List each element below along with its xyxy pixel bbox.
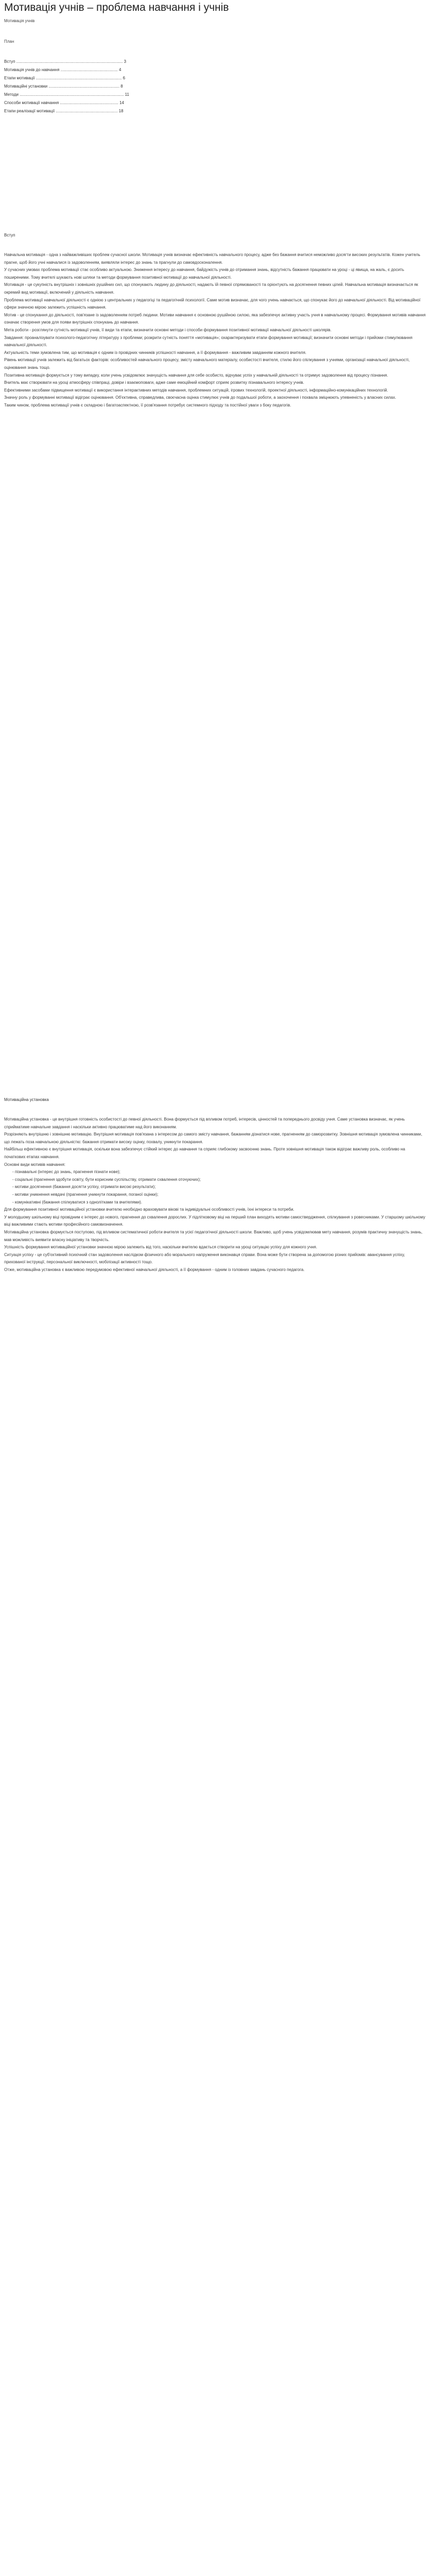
paragraph: Рівень мотивації учнів залежить від багатьох факторів: особливостей навчального процесу, змісту навчального матеріалу, особистості вчителя, стилю його спілкування з учнями, організації навчальної діяльності, оцінювання знань тощо.	[4, 358, 410, 370]
paragraph: Вчитель має створювати на уроці атмосферу співпраці, довіри і взаємоповаги, адже саме емоційний комфорт сприяє розвитку пізнавального інтересу учнів.	[4, 380, 304, 385]
paragraph: Ситуація успіху - це суб'єктивний психічний стан задоволення наслідком фізичного або морального напруження виконавця справи. Вона може бути створена за допомогою різних прийомів: авансування успіху, прихованої інструкції, персональної виключності, мобілізації активності тощо.	[4, 1252, 405, 1265]
paragraph: Мотиваційна установка формується поступово, під впливом систематичної роботи вчителя та усієї педагогічної діяльності школи. Важливо, щоб учень усвідомлював мету навчання, розумів практичну значущість знань, мав можливість виявити власну ініціативу та творчість.	[4, 1229, 423, 1242]
paragraph: Навчальна мотивація - одна з найважливіших проблем сучасної школи. Мотивація учнів визначає ефективність навчального процесу, адже без бажання вчитися неможливо досягти високих результатів. Кожен учитель прагне, щоб його учні навчалися із задоволенням, виявляли інтерес до знань та прагнули до самовдосконалення.	[4, 252, 421, 265]
list-item: - мотиви досягнення (бажання досягти успіху, отримати високі результати);	[12, 1184, 156, 1190]
section-intro	[4, 251, 427, 1086]
section-heading-intro: Вступ	[4, 233, 15, 238]
section-heading-motivation: Мотиваційна установка	[4, 1097, 49, 1102]
toc-item: Етапи мотивації ........................................................................... 6	[4, 76, 126, 80]
list-item: - мотиви уникнення невдачі (прагнення уникнути покарання, поганої оцінки);	[12, 1192, 159, 1197]
section-motivation	[4, 1116, 427, 2576]
paragraph: Актуальність теми зумовлена тим, що мотивація є одним із провідних чинників успішності навчання, а її формування - важливим завданням кожного вчителя.	[4, 350, 307, 355]
paragraph: У сучасних умовах проблема мотивації стає особливо актуальною. Зниження інтересу до навчання, байдужість учнів до отримання знань, відсутність бажання працювати на уроці - ці явища, на жаль, є досить поширеними. Тому вчителі шукають нові шляхи та методи формування позитивної мотивації до навчальної діяльності.	[4, 267, 404, 280]
paragraph: Ефективними засобами підвищення мотивації є використання інтерактивних методів навчання, проблемних ситуацій, ігрових технологій, проектної діяльності, інформаційно-комунікаційних технологій.	[4, 387, 388, 393]
plan-label: План	[4, 39, 14, 44]
paragraph: Мотив - це спонукання до діяльності, пов'язане із задоволенням потреб людини. Мотиви навчання є основною рушійною силою, яка забезпечує активну участь учня в навчальному процесі. Формування мотивів навчання означає створення умов для появи внутрішніх спонукань до навчання.	[4, 312, 426, 325]
paragraph: Завдання: проаналізувати психолого-педагогічну літературу з проблеми; розкрити сутність поняття «мотивація»; охарактеризувати етапи формування мотивації; визначити основні методи і прийоми стимулювання навчальної діяльності.	[4, 335, 413, 348]
toc-item: Вступ ............................................................................................. 3	[4, 59, 127, 64]
paragraph: У молодшому шкільному віці провідним є інтерес до нового, прагнення до схвалення дорослих. У підлітковому віці на перший план виходять мотиви самоствердження, спілкування з ровесниками. У старшому шкільному віці важливими стають мотиви професійного самовизначення.	[4, 1214, 426, 1227]
paragraph: Розрізняють внутрішню і зовнішню мотивацію. Внутрішня мотивація пов'язана з інтересом до самого змісту навчання, бажанням дізнатися нове, прагненням до саморозвитку. Зовнішня мотивація зумовлена чинниками, що лежать поза навчальною діяльністю: бажання отримати високу оцінку, похвалу, уникнути покарання.	[4, 1132, 423, 1144]
list-item: - комунікативні (бажання спілкуватися з однолітками та вчителями).	[12, 1199, 142, 1205]
toc-item: Мотивація учнів до навчання .................................................. 4	[4, 67, 121, 72]
table-of-contents	[4, 58, 133, 115]
list-item: - соціальні (прагнення здобути освіту, бути корисним суспільству, отримати схвалення оточуючих);	[12, 1177, 201, 1182]
toc-item: Мотиваційні установки .............................................................. 8	[4, 84, 123, 89]
paragraph: Мета роботи - розглянути сутність мотивації учнів, її види та етапи, визначити основні методи і способи формування позитивної мотивації навчальної діяльності школярів.	[4, 327, 332, 332]
paragraph: Мотивація - це сукупність внутрішніх і зовнішніх рушійних сил, що спонукають людину до діяльності, надають їй певної спрямованості та орієнтують на досягнення певних цілей. Навчальна мотивація визначається як окремий вид мотивації, включений у діяльність навчання.	[4, 282, 418, 295]
toc-item: Методи ........................................................................................... 11	[4, 92, 129, 97]
paragraph: Мотиваційна установка - це внутрішня готовність особистості до певної діяльності. Вона формується під впливом потреб, інтересів, цінностей та попереднього досвіду учня. Саме установка визначає, як учень сприйматиме навчальне завдання і наскільки активно працюватиме над його виконанням.	[4, 1117, 405, 1129]
paragraph: Найбільш ефективною є внутрішня мотивація, оскільки вона забезпечує стійкий інтерес до навчання та сприяє глибокому засвоєнню знань. Проте зовнішня мотивація також відіграє важливу роль, особливо на початкових етапах навчання.	[4, 1147, 405, 1159]
toc-item: Способи мотивації навчання ................................................... 14	[4, 100, 124, 105]
paragraph: Проблема мотивації навчальної діяльності є однією з центральних у педагогіці та педагогічній психології. Саме мотив визначає, для чого учень навчається, що спонукає його до навчальної діяльності. Від мотиваційної сфери значною мірою залежить успішність навчання.	[4, 297, 421, 310]
paragraph: Позитивна мотивація формується у тому випадку, коли учень усвідомлює значущість навчання для себе особисто, відчуває успіх у навчальній діяльності та отримує задоволення від процесу пізнання.	[4, 372, 388, 378]
page-title: Мотивація учнів – проблема навчання і учнів	[4, 2, 229, 13]
document-subtitle: Мотивація учнів	[4, 19, 35, 23]
paragraph: Основні види мотивів навчання:	[4, 1162, 66, 1167]
paragraph: Успішність формування мотиваційної установки значною мірою залежить від того, наскільки вчителю вдається створити на уроці ситуацію успіху для кожного учня.	[4, 1245, 318, 1250]
paragraph: Отже, мотиваційна установка є важливою передумовою ефективної навчальної діяльності, а її формування - одним із головних завдань сучасного педагога.	[4, 1267, 305, 1272]
paragraph: Для формування позитивної мотиваційної установки вчителю необхідно враховувати вікові та індивідуальні особливості учнів, їхні інтереси та потреби.	[4, 1207, 294, 1212]
paragraph: Значну роль у формуванні мотивації відіграє оцінювання. Об'єктивна, справедлива, своєчасна оцінка стимулює учнів до подальшої роботи, а заохочення і похвала зміцнюють упевненість у власних силах.	[4, 395, 396, 400]
paragraph: Таким чином, проблема мотивації учнів є складною і багатоаспектною, її розв'язання потребує системного підходу та постійної уваги з боку педагогів.	[4, 402, 291, 408]
toc-item: Етапи реалізації мотивації ...................................................... 18	[4, 109, 124, 113]
list-item: - пізнавальні (інтерес до знань, прагнення пізнати нове);	[12, 1170, 120, 1175]
